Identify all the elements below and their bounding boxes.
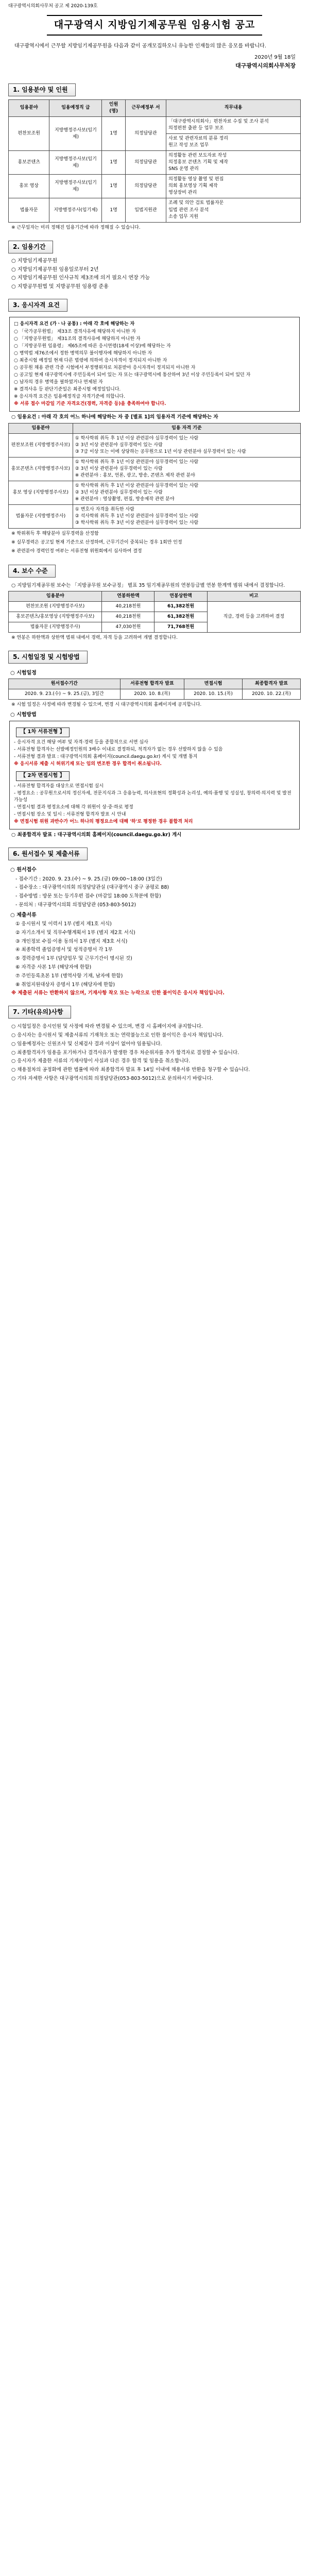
cell-salary-field: 편찬보조원 (지방행정주사보) — [9, 601, 102, 612]
term-list — [8, 258, 301, 291]
table-row — [9, 433, 301, 457]
list-item: ○ 지방공무원법 및 지방공무원 임용령 준용 — [11, 283, 109, 290]
list-item: ○ 지방임기제공무원 — [11, 258, 58, 264]
duty-line: 조례 및 의안 검토 법률자문 — [168, 200, 224, 206]
qual-note: ※ 실무경력은 공고일 현재 기준으로 산정하며, 근무기간이 중복되는 경우 1회만 인정 — [11, 540, 182, 546]
criteria-line: ② 3년 이상 관련분야 실무경력이 있는 사람 — [75, 466, 163, 472]
cell-salary-field: 법률자문 (지방행정주사) — [9, 622, 102, 632]
step1-tag: 【 1차 서류전형 】 — [16, 727, 70, 737]
duty-line: 의정활동 관련 보도자료 작성 — [168, 153, 227, 159]
criteria-line: ① 학사학위 취득 후 1년 이상 관련분야 실무경력이 있는 사람 — [75, 483, 199, 489]
doc-item: ② 자기소개서 및 직무수행계획서 1부 (별지 제2호 서식) — [15, 929, 135, 936]
cell-rank: 지방행정주사보(임기제) — [49, 151, 102, 175]
section-1-title: 1. 임용분야 및 인원 — [8, 83, 76, 96]
eligibility-line: ○ 남자의 경우 병역을 필하였거나 면제된 자 — [14, 379, 103, 385]
criteria-line: ① 변호사 자격을 취득한 사람 — [75, 507, 134, 513]
col-field: 임용분야 — [9, 99, 49, 116]
duty-line: 「대구광역시의회사」편찬자료 수집 및 조사 분석 — [168, 119, 269, 125]
doc-item: ③ 개인정보 수집·이용 동의서 1부 (별지 제3호 서식) — [15, 938, 128, 944]
cell-qual-criteria — [73, 433, 300, 457]
duty-line: 영상장비 관리 — [168, 190, 197, 196]
col-salary-max: 연봉상한액 — [154, 591, 207, 601]
section-3-title: 3. 응시자격 요건 — [8, 299, 67, 312]
receipt-line: - 접수기간 : 2020. 9. 23.(수) ~ 9. 25.(금) 09:00~18:00 (3일간) — [15, 876, 162, 882]
cell-salary-max: 71,768천원 — [154, 622, 207, 632]
col-rank: 임용예정직 급 — [49, 99, 102, 116]
cell-qual-field: 홍보 영상 (지방행정주사보) — [9, 481, 73, 505]
cell-field: 편찬보조원 — [9, 117, 49, 151]
cell-qual-criteria — [73, 505, 300, 529]
eligibility-line: ○ 「지방공무원법」 제31조의 결격사유에 해당하지 아니한 자 — [14, 336, 141, 342]
salary-note: ※ 연봉은 하한액과 상한액 범위 내에서 경력, 자격 등을 고려하여 개별 결정합니다. — [11, 635, 178, 640]
section-4-title: 4. 보수 수준 — [8, 565, 56, 578]
misc-line: ○ 최종합격자가 임용을 포기하거나 결격사유가 발생한 경우 차순위자를 추가 합격자로 결정할 수 있습니다. — [11, 1049, 239, 1056]
criteria-line: ※ 관련분야 : 홍보, 언론, 광고, 방송, 콘텐츠 제작 관련 분야 — [75, 473, 195, 479]
duty-line: 입법 관련 조사 분석 — [168, 207, 209, 213]
misc-line: ○ 응시자는 응시원서 및 제출서류의 기재착오 또는 연락불능으로 인한 불이익은 응시자 책임입니다. — [11, 1032, 224, 1039]
eligibility-line: ※ 결격사유 등 판단기준일은 최종시험 예정일입니다. — [14, 386, 121, 392]
salary-intro: ○ 지방임기제공무원 보수는 「지방공무원 보수규정」 별표 35 임기제공무원의 연봉등급별 연봉 한계액 범위 내에서 결정합니다. — [11, 582, 285, 588]
cell-count: 1명 — [102, 117, 125, 151]
positions-note: ※ 근무일자는 미리 정해진 임용기간에 따라 정해질 수 있습니다. — [11, 225, 141, 230]
method-line: - 서류전형 결과 발표 : 대구광역시의회 홈페이지(council.daegu.go.kr) 게시 및 개별 통지 — [14, 754, 198, 760]
method-line: - 서류전형 합격자는 선발예정인원의 3배수 이내로 결정하되, 적격자가 없는 경우 선발하지 않을 수 있음 — [14, 747, 223, 752]
page-title: 대구광역시 지방임기제공무원 임용시험 공고 — [47, 15, 263, 36]
cell-duties — [166, 117, 301, 134]
cell-salary-min: 40,218천원 — [102, 601, 154, 612]
method-box — [9, 721, 300, 829]
doc-item: ⑥ 자격증 사본 1부 (해당자에 한함) — [15, 964, 92, 970]
eligibility-highlight: ※ 서류 접수 마감일 기준 자격요건(경력, 자격증 등)을 충족하여야 합니다. — [14, 401, 166, 406]
cell-duties — [166, 134, 301, 151]
cell-qual-field: 홍보콘텐츠 (지방행정주사보) — [9, 457, 73, 481]
cell-duties — [166, 198, 301, 222]
cell-count: 1명 — [102, 175, 125, 198]
duty-line: 사료 및 관련자료의 분류 정리 — [168, 136, 228, 142]
criteria-line: ③ 7급 이상 또는 이에 상당하는 공무원으로 1년 이상 관련분야 실무경력이 있는 사람 — [75, 449, 246, 454]
doc-item: ① 응시원서 및 이력서 1부 (별지 제1호 서식) — [15, 921, 112, 927]
table-row — [9, 505, 301, 529]
section-2-title: 2. 임용기간 — [8, 241, 53, 253]
table-row — [9, 481, 301, 505]
schedule-table — [8, 679, 301, 700]
duty-line: 의회 홍보영상 기획 제작 — [168, 183, 218, 189]
schedule-header-row — [9, 679, 301, 689]
misc-line: ○ 응시자가 제출한 서류의 기재사항이 사실과 다른 경우 합격 및 임용을 취소합니다. — [11, 1058, 191, 1064]
duty-line: 의정편찬 출판 등 업무 보조 — [168, 126, 224, 131]
list-item: ○ 지방임기제공무원 인사규칙 제3조에 의거 필요시 연장 가능 — [11, 275, 150, 281]
doc-item: ⑧ 취업지원대상자 증명서 1부 (해당자에 한함) — [15, 981, 115, 988]
method-line: - 서류전형 합격자를 대상으로 면접시험 실시 — [14, 783, 104, 789]
cell-duties — [166, 175, 301, 198]
qual-header-row — [9, 423, 301, 433]
cell-qual-field: 법률자문 (지방행정주사) — [9, 505, 73, 529]
date-block — [8, 54, 296, 70]
step2-tag: 【 2차 면접시험 】 — [16, 771, 70, 781]
cell-salary-max: 61,382천원 — [154, 601, 207, 612]
criteria-line: ③ 학사학위 취득 후 3년 이상 관련분야 실무경력이 있는 사람 — [75, 520, 199, 526]
method-line: - 평정요소 : 공무원으로서의 정신자세, 전문지식과 그 응용능력, 의사표현의 정확성과 논리성, 예의·품행 및 성실성, 창의력·의지력 및 발전가능성 — [14, 790, 291, 803]
positions-header-row — [9, 99, 301, 116]
misc-line: ○ 시험일정은 응시인원 및 사정에 따라 변경될 수 있으며, 변경 시 홈페이지에 공지합니다. — [11, 1024, 203, 1030]
salary-table — [8, 591, 301, 633]
col-doc-result: 서류전형 합격자 발표 — [120, 679, 184, 689]
duty-line: SNS 운영 관리 — [168, 166, 199, 172]
title-wrap — [8, 15, 301, 36]
method-line: - 면접시험 장소 및 일시 : 서류전형 합격자 발표 시 안내 — [14, 811, 126, 817]
method-line: - 면접시험 결과 평정요소에 대해 각 위원이 상·중·하로 평정 — [14, 804, 133, 810]
criteria-line: ① 학사학위 취득 후 1년 이상 관련분야 실무경력이 있는 사람 — [75, 459, 199, 465]
eligibility-line: □ 응시자격 요건 (가ㆍ나 공통) : 아래 각 호에 해당하는 자 — [14, 321, 135, 327]
schedule-note: ※ 시험 일정은 사정에 따라 변경될 수 있으며, 변경 시 대구광역시의회 홈페이지에 공지합니다. — [11, 702, 202, 707]
section-7-title: 7. 기타(유의)사항 — [8, 1006, 71, 1019]
qualification-table — [8, 423, 301, 529]
cell-count: 1명 — [102, 198, 125, 222]
eligibility-line: ※ 응시자격 요건은 임용예정직급 자격기준에 의합니다. — [14, 394, 125, 399]
col-qual-field: 임용분야 — [9, 423, 73, 433]
col-salary-min: 연봉하한액 — [102, 591, 154, 601]
cell-count: 1명 — [102, 151, 125, 175]
cell-dept: 의정담당관 — [125, 175, 166, 198]
col-apply: 원서접수기간 — [9, 679, 121, 689]
qual-note: ※ 관련분야 경력인정 여부는 서류전형 위원회에서 심사하여 결정 — [11, 549, 142, 554]
duty-line: 소송 업무 지원 — [168, 214, 199, 219]
misc-line: ○ 임용예정자는 신원조사 및 신체검사 결과 이상이 없어야 임용됩니다. — [11, 1041, 162, 1047]
receipt-line: - 문의처 : 대구광역시의회 의정담당관 (053-803-5012) — [15, 902, 136, 908]
cell-field: 법률자문 — [9, 198, 49, 222]
cell-salary-min: 40,218천원 — [102, 612, 154, 622]
notice-date: 2020년 9월 18일 — [254, 55, 296, 61]
receipt-line: - 접수방법 : 방문 또는 등기우편 접수 (마감일 18:00 도착분에 한함) — [15, 893, 161, 900]
duty-line: 의정홍보 콘텐츠 기획 및 제작 — [168, 160, 228, 165]
schedule-label: ○ 시험일정 — [10, 670, 37, 676]
table-row — [9, 151, 301, 175]
cell-qual-criteria — [73, 481, 300, 505]
criteria-line: ① 학사학위 취득 후 1년 이상 관련분야 실무경력이 있는 사람 — [75, 435, 199, 441]
eligibility-line: ○ 공무원 채용 관련 각종 시험에서 부정행위자로 처분받아 응시자격이 정지되지 아니한 자 — [14, 365, 196, 370]
salary-header-row — [9, 591, 301, 601]
eligibility-line: ○ 최종시험 예정일 현재 다른 법령에 의하여 응시자격이 정지되지 아니한 자 — [14, 358, 167, 363]
positions-table — [8, 99, 301, 223]
receipt-line: - 접수장소 : 대구광역시의회 의정담당관실 (대구광역시 중구 공평로 88) — [15, 885, 169, 891]
cell-dept: 의정담당관 — [125, 151, 166, 175]
col-count: 인원 (명) — [102, 99, 125, 116]
section-6-title: 6. 원서접수 및 제출서류 — [8, 848, 88, 860]
doc-item: ⑤ 경력증명서 1부 (담당업무 및 근무기간이 명시된 것) — [15, 956, 132, 962]
issuing-org: 대구광역시의회사무처장 — [235, 62, 296, 69]
doc-item: ⑦ 주민등록초본 1부 (병역사항 기재, 남자에 한함) — [15, 973, 123, 979]
cell-field: 홍보콘텐츠 — [9, 151, 49, 175]
table-row — [9, 457, 301, 481]
qual-note: ※ 학위취득 후 해당분야 실무경력을 산정함 — [11, 531, 99, 537]
cell-salary-max: 61,382천원 — [154, 612, 207, 622]
method-label: ○ 시험방법 — [10, 711, 37, 718]
col-dept: 근무예정부 서 — [125, 99, 166, 116]
eligibility-box — [9, 317, 300, 412]
cell-salary-note: 직급, 경력 등을 고려하여 결정 — [207, 601, 300, 632]
section-5-title: 5. 시험일정 및 시험방법 — [8, 651, 88, 664]
docs-label: ○ 제출서류 — [10, 912, 37, 918]
table-row — [9, 689, 301, 699]
eligibility-after: ○ 임용요건 : 아래 각 호의 어느 하나에 해당하는 자 중 [별표 1]의 임용자격 기준에 해당하는 자 — [11, 414, 218, 420]
cell-doc-result: 2020. 10. 8.(목) — [120, 689, 184, 699]
cell-salary-min: 47,030천원 — [102, 622, 154, 632]
cell-dept: 입법지원관 — [125, 198, 166, 222]
col-salary-note: 비고 — [207, 591, 300, 601]
cell-qual-criteria — [73, 457, 300, 481]
criteria-line: ② 석사학위 취득 후 1년 이상 관련분야 실무경력이 있는 사람 — [75, 514, 199, 519]
criteria-line: ※ 관련분야 : 영상촬영, 편집, 방송제작 관련 분야 — [75, 497, 175, 502]
table-row — [9, 117, 301, 134]
cell-duties — [166, 151, 301, 175]
doc-item: ④ 최종학력 졸업증명서 및 성적증명서 각 1부 — [15, 947, 113, 953]
eligibility-line: ○ 공고일 현재 대구광역시에 주민등록이 되어 있는 자 또는 대구광역시에 통산하여 3년 이상 주민등록이 되어 있던 자 — [14, 372, 251, 378]
table-row — [9, 175, 301, 198]
list-item: ○ 지방임기제공무원 임용일로부터 2년 — [11, 266, 99, 273]
result-line: ○ 최종합격자 발표 : 대구광역시의회 홈페이지(council.daegu.go.kr) 게시 — [11, 832, 182, 838]
method-line: - 응시자격 요건 해당 여부 및 자격·경력 등을 종합적으로 서면 심사 — [14, 739, 148, 745]
table-row — [9, 198, 301, 222]
eligibility-line: ○ 「국가공무원법」 제33조 결격사유에 해당하지 아니한 자 — [14, 329, 136, 334]
misc-line: ○ 채용절차의 공정화에 관한 법률에 따라 최종합격자 발표 후 14일 이내에 채용서류 반환을 청구할 수 있습니다. — [11, 1067, 250, 1073]
duty-line: 원고 작성 보조 업무 — [168, 143, 209, 148]
cell-qual-field: 편찬보조원 (지방행정주사보) — [9, 433, 73, 457]
col-interview: 면접시험 — [184, 679, 243, 689]
eligibility-line: ○ 병역법 제76조에서 정한 병역의무 불이행자에 해당하지 아니한 자 — [14, 350, 152, 356]
col-qual-criteria: 임용 자격 기준 — [73, 423, 300, 433]
receipt-label: ○ 원서접수 — [10, 867, 37, 873]
cell-interview: 2020. 10. 15.(목) — [184, 689, 243, 699]
cell-rank: 지방행정주사보(임기제) — [49, 117, 102, 151]
misc-line: ○ 기타 자세한 사항은 대구광역시의회 의정담당관(053-803-5012)으로 문의하시기 바랍니다. — [11, 1076, 213, 1082]
col-salary-field: 임용분야 — [9, 591, 102, 601]
cell-field: 홍보 영상 — [9, 175, 49, 198]
col-duties: 직무내용 — [166, 99, 301, 116]
notice-number: 대구광역시의회사무처 공고 제 2020-139호 — [8, 4, 98, 9]
eligibility-line: ○ 「지방공무원 임용령」 제65조에 따른 응시연령(18세 이상)에 해당하는 자 — [14, 343, 171, 349]
cell-rank: 지방행정주사(임기제) — [49, 198, 102, 222]
cell-apply: 2020. 9. 23.(수) ~ 9. 25.(금), 3일간 — [9, 689, 121, 699]
intro-text: 대구광역시에서 근무할 지방임기제공무원을 다음과 같이 공개모집하오니 유능한 인재들의 많은 응모를 바랍니다. — [14, 43, 266, 49]
table-row — [9, 601, 301, 612]
col-final: 최종합격자 발표 — [243, 679, 301, 689]
cell-dept: 의정담당관 — [125, 117, 166, 151]
docs-warning: ※ 제출된 서류는 반환하지 않으며, 기재사항 착오 또는 누락으로 인한 불이익은 응시자 책임입니다. — [11, 990, 225, 996]
method-warning: ※ 응시서류 제출 시 허위기재 또는 임의 변조한 경우 합격이 취소됩니다. — [14, 761, 162, 767]
cell-rank: 지방행정주사보(임기제) — [49, 175, 102, 198]
criteria-line: ② 3년 이상 관련분야 실무경력이 있는 사람 — [75, 490, 163, 496]
criteria-line: ② 3년 이상 관련분야 실무경력이 있는 사람 — [75, 442, 163, 448]
cell-final: 2020. 10. 22.(목) — [243, 689, 301, 699]
duty-line: 의정활동 영상 촬영 및 편집 — [168, 177, 224, 182]
cell-salary-field: 홍보콘텐츠/홍보영상 (지방행정주사보) — [9, 612, 102, 622]
method-warning: ※ 면접시험 위원 과반수가 어느 하나의 평정요소에 대해 '하'로 평정한 경우 불합격 처리 — [14, 819, 193, 824]
